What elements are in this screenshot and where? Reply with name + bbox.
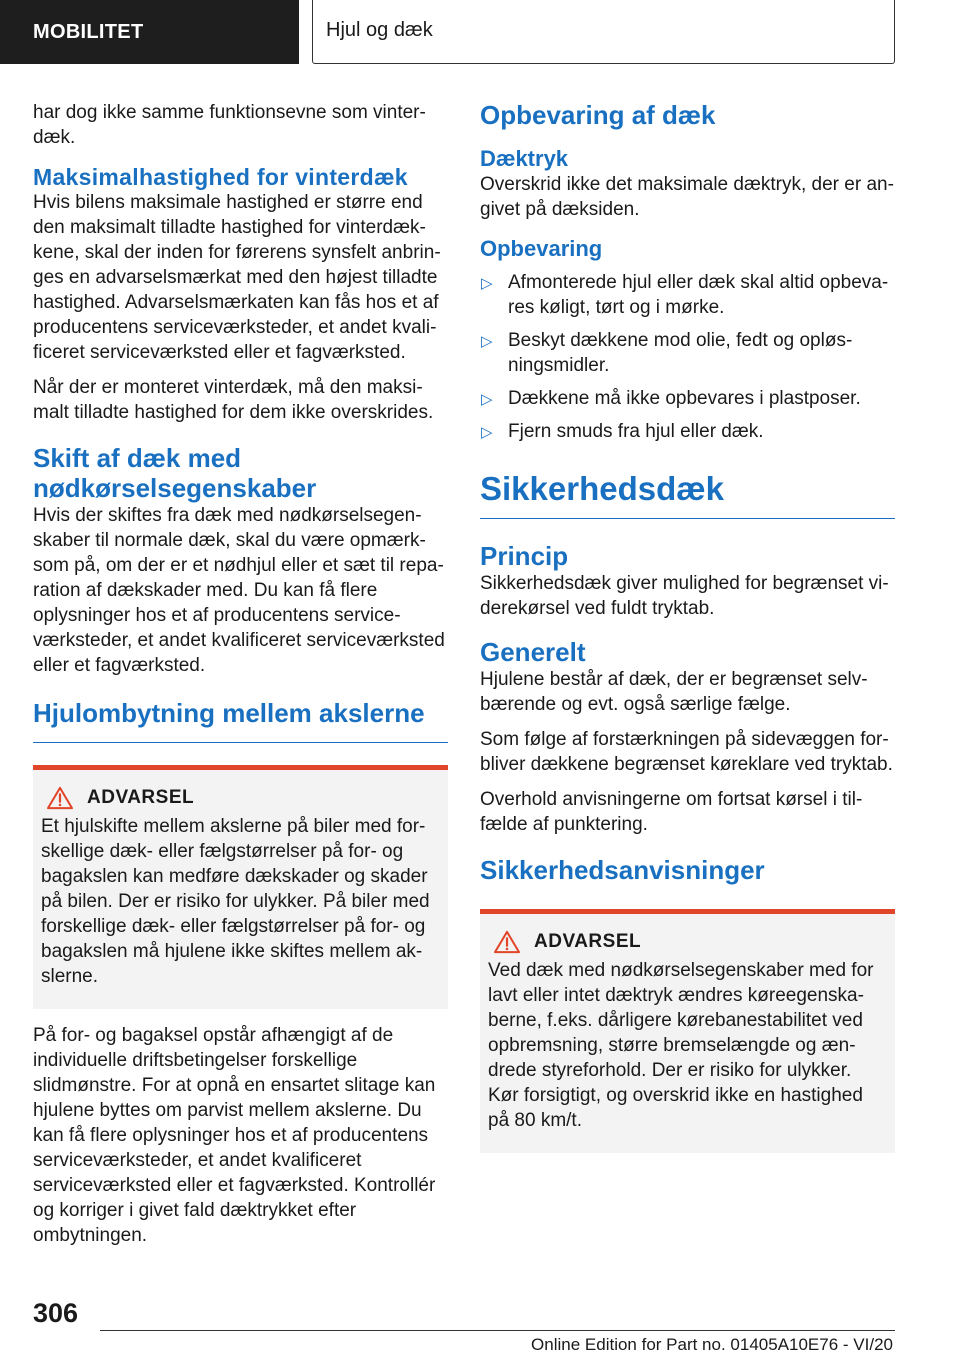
general-paragraph-2: Som følge af forstærkningen på sidevæggen forbliver dækkene begrænset køreklare ved tryktab.: [480, 729, 893, 775]
subheading-general: Generelt: [480, 637, 586, 667]
left-column: [33, 100, 448, 1258]
footer-divider: [100, 1330, 895, 1331]
warning-header: [41, 786, 440, 810]
storage-list: [480, 270, 895, 444]
triangle-bullet-icon: ▷: [481, 333, 493, 350]
max-speed-paragraph-1: Hvis bilens maksimale hastighed er større end den maksimalt tilladte hastighed for vinterdækkene, skal der inden for førerens synsfelt anbringes en advarselsmærkat med den højest tilladte hastighed. Advarselsmærkaten kan fås hos et af producentens serviceværksteder, et andet kvalificeret serviceværksted eller et fagværksted.: [33, 192, 441, 363]
intro-paragraph: har dog ikke samme funktionsevne som vinterdæk.: [33, 102, 426, 148]
heading-max-speed: Maksimalhastighed for vinterdæk: [33, 164, 408, 190]
subheading-tire-pressure: Dæktryk: [480, 146, 569, 171]
warning-text: Ved dæk med nødkørselsegenskaber med for lavt eller intet dæktryk ændres køreegenskaberne, f.eks. dårligere kørebanestabilitet ved opbremsning, større bremselængde og ændrede styreforhold. Der er risiko for ulykker. Kør forsigtigt, og overskrid ikke en hastighed på 80 km/t.: [488, 960, 874, 1131]
warning-box-runflat: [480, 909, 895, 1153]
warning-box-wheel-rotation: [33, 765, 448, 1009]
right-column: [480, 100, 895, 1153]
warning-title: ADVARSEL: [534, 931, 642, 952]
principle-paragraph: Sikkerhedsdæk giver mulighed for begrænset viderekørsel ved fuldt tryktab.: [480, 573, 889, 619]
subheading-safety-instructions: Sikkerhedsanvisninger: [480, 855, 765, 885]
heading-tire-storage: Opbevaring af dæk: [480, 100, 716, 130]
max-speed-paragraph-2: Når der er monteret vinterdæk, må den maksimalt tilladte hastighed for dem ikke overskrides.: [33, 377, 434, 423]
warning-triangle-icon: [492, 930, 522, 954]
warning-triangle-icon: [45, 786, 75, 810]
heading-wheel-rotation: Hjulombytning mellem akslerne: [33, 698, 448, 743]
chapter-tab: Hjul og dæk: [312, 0, 895, 64]
subheading-storage: Opbevaring: [480, 236, 603, 261]
triangle-bullet-icon: ▷: [481, 424, 493, 441]
heading-runflat-change: Skift af dæk med nødkørselsegenskaber: [33, 443, 317, 503]
triangle-bullet-icon: ▷: [481, 275, 493, 292]
list-item: ▷ Afmonterede hjul eller dæk skal altid opbevares køligt, tørt og i mørke.: [481, 272, 889, 318]
general-paragraph-1: Hjulene består af dæk, der er begrænset selvbærende og evt. også særlige fælge.: [480, 669, 868, 715]
tire-pressure-paragraph: Overskrid ikke det maksimale dæktryk, der er angivet på dæksiden.: [480, 174, 894, 220]
warning-title: ADVARSEL: [87, 787, 195, 808]
section-tab: MOBILITET: [0, 0, 299, 64]
heading-runflat-tires: Sikkerhedsdæk: [480, 470, 895, 519]
warning-text: Et hjulskifte mellem akslerne på biler med forskellige dæk- eller fælgstørrelser på for- og bagakslen kan medføre dækskader og skader på bilen. Der er risiko for ulykker. På biler med forskellige dæk- eller fælgstørrelser på for- og bagakslen må hjulene ikke skiftes mellem akslerne.: [41, 816, 430, 987]
subheading-principle: Princip: [480, 541, 569, 571]
list-item: ▷ Fjern smuds fra hjul eller dæk.: [480, 419, 895, 444]
general-paragraph-3: Overhold anvisningerne om fortsat kørsel i tilfælde af punktering.: [480, 789, 863, 835]
triangle-bullet-icon: ▷: [481, 391, 493, 408]
page-number: 306: [33, 1298, 79, 1328]
page-header: [0, 0, 960, 66]
runflat-change-paragraph: Hvis der skiftes fra dæk med nødkørselsegenskaber til normale dæk, skal du være opmærksom på, om der er et nødhjul eller et sæt til reparation af dækskader med. Du kan få flere oplysninger hos et af producentens serviceværksteder, et andet kvalificeret serviceværksted eller et fagværksted.: [33, 505, 445, 676]
edition-text: Online Edition for Part no. 01405A10E76 - VI/20: [531, 1335, 893, 1354]
list-item: ▷ Beskyt dækkene mod olie, fedt og opløsningsmidler.: [481, 330, 853, 376]
warning-header: [488, 930, 887, 954]
list-item: ▷ Dækkene må ikke opbevares i plastposer.: [480, 386, 895, 411]
wheel-rotation-paragraph: På for- og bagaksel opstår afhængigt af de individuelle driftsbetingelser forskellige slidmønstre. For at opnå en ensartet slitage kan hjulene byttes om parvist mellem akslerne. Du kan få flere oplysninger hos et af producentens serviceværksteder, et andet kvalificeret serviceværksted eller et fagværksted. Kontrollér og korriger i givet fald dæktrykket efter ombytningen.: [33, 1025, 436, 1246]
